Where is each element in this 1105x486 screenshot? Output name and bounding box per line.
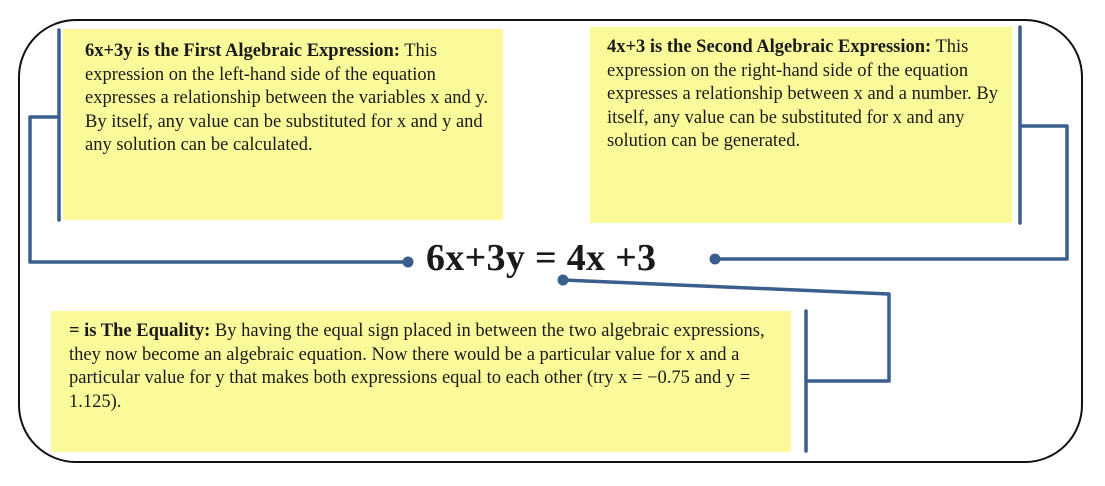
connector-dot-first	[403, 257, 414, 268]
note-equality-heading: = is The Equality:	[69, 321, 211, 341]
note-equality-body: By having the equal sign placed in between the two algebraic expressions, they now become an algebraic equation. Now there would be a particular value for x and a particular value for y that makes both expressions equal to each other (try x = −0.75 and y = 1.125).	[69, 321, 765, 412]
note-second-heading: 4x+3 is the Second Algebraic Expression:	[607, 37, 932, 57]
connector-dot-second	[710, 254, 721, 265]
note-first-expression	[63, 29, 503, 220]
note-first-heading: 6x+3y is the First Algebraic Expression:	[85, 41, 400, 61]
note-second-expression	[590, 27, 1012, 223]
note-second-body: This expression on the right-hand side of the equation expresses a relationship between x and a number. By itself, any value can be substituted for x and any solution can be generated.	[607, 37, 998, 152]
note-equality	[51, 311, 791, 452]
note-first-body: This expression on the left-hand side of the equation expresses a relationship between the variables x and y. By itself, any value can be substituted for x and y and any solution can be calculated.	[85, 41, 489, 156]
equation: 6x+3y = 4x +3	[426, 237, 657, 279]
